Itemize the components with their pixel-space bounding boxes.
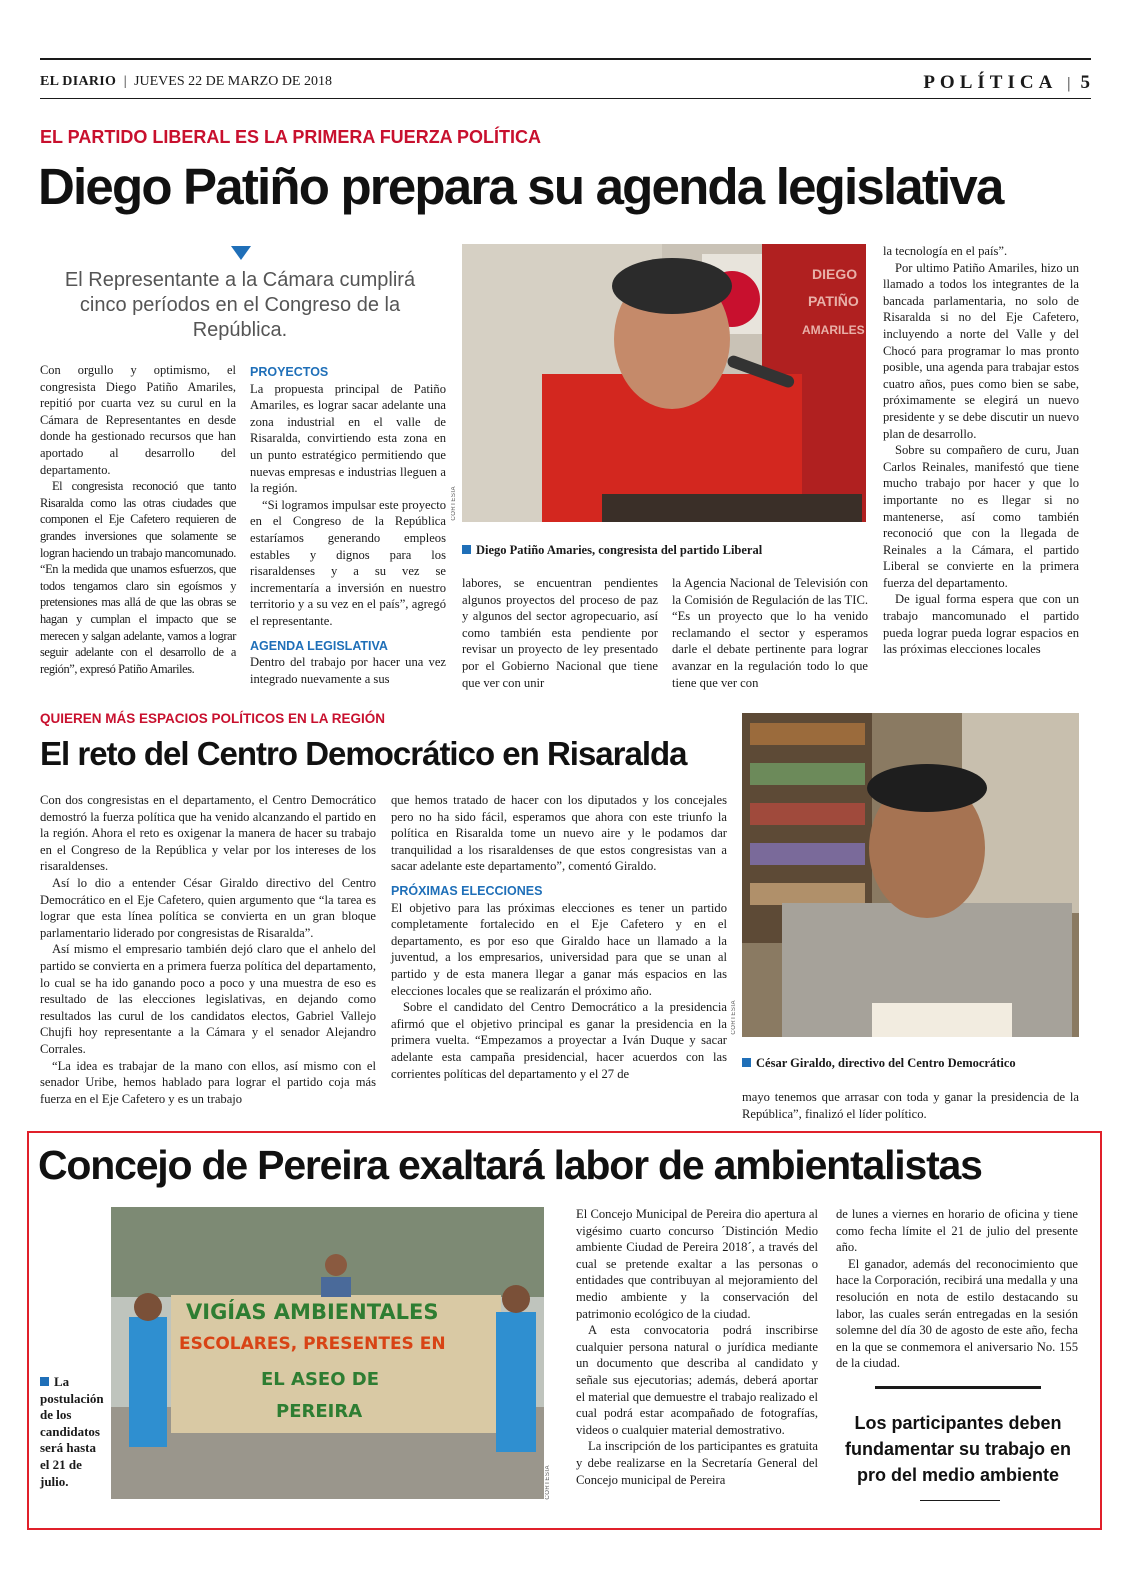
story2-col1-para3: Así mismo el empresario también dejó claro que el anhelo del partido se convierta en a primera fuerza política del departamento, lo cual se ha ido ganando poco a poco y una muestra de eso es resultado de las elecciones legislativas, en dejando como resultados las curul de los candidatos electos, Gabriel Vallejo Chujfi hoy representante a la Cámara y el senador Alejandro Corrales. <box>40 942 376 1056</box>
top-rule <box>40 58 1091 60</box>
story3-photo-credit: CORTESIA <box>545 1465 551 1500</box>
story1-col5-para1: la tecnología en el país”. <box>883 244 1008 258</box>
banner-line-1: VIGÍAS AMBIENTALES <box>186 1300 439 1324</box>
story3-photo <box>111 1207 544 1499</box>
story2-col2-lead: que hemos tratado de hacer con los diputados y los concejales pero no ha sido fácil, esperamos que ahora con este triunfo la política en Risaralda tome un nuevo aire y le podamos dar tranquilidad a los risaraldenses de que estos congresistas van a sacar adelante este departamento”, comentó Giraldo. <box>391 793 727 874</box>
story1-column-4 <box>672 575 868 691</box>
story2-kicker: QUIEREN MÁS ESPACIOS POLÍTICOS EN LA REGIÓN <box>40 711 386 726</box>
story2-col1-para4: “La idea es trabajar de la mano con ellos, así mismo con el senador Uribe, hemos hablado para lograr el partido coja más fuerza en el Eje Cafetero y es un trabajo <box>40 1058 376 1106</box>
story1-column-5 <box>883 243 1079 658</box>
story3-col1-para2: A esta convocatoria podrá inscribirse cualquier persona natural o jurídica mediante un documento que describa al candidato y señale sus ejecutorias; además, deberá aportar el material que demuestre el trabajo realizado el cual podrá estar acompañado de fotografías, videos o cualquier material demostrativo. <box>576 1323 818 1437</box>
story3-pullquote: Los participantes deben fundamentar su trabajo en pro del medio ambiente <box>844 1413 1072 1485</box>
story2-column-3 <box>742 1089 1079 1122</box>
story2-photo-credit: CORTESIA <box>731 1000 737 1035</box>
subhead-proyectos: PROYECTOS <box>250 365 329 379</box>
masthead-right-separator: | <box>1067 75 1071 92</box>
caption-square-icon-3 <box>40 1377 49 1386</box>
story1-column-1 <box>40 362 236 677</box>
deck-arrow-icon <box>231 246 251 260</box>
story1-photo-credit: CORTESIA <box>451 486 457 521</box>
story1-col5-para2: Por ultimo Patiño Amariles, hizo un llamado a todos los integrantes de la bancada parlamentaria, no solo de Risaralda si no del Eje Cafetero, incluyendo a norte del Valle y del Chocó para programar lo mas pronto posible, una agenda para trabajar estos cuatro años, pues como bien se sabe, próximamente se elegirá un nuevo presidente y se debe discutir un nuevo plan de desarrollo. <box>883 260 1079 441</box>
caption-square-icon <box>462 545 471 554</box>
story1-col3-text: labores, se encuentran pendientes algunos proyectos del proceso de paz y algunos del sector agropecuario, así como también esta pendiente por revisar un proyecto de ley presentado por el Gobierno Nacional que tiene que ver con unir <box>462 576 658 690</box>
story3-col1-para1: El Concejo Municipal de Pereira dio apertura al vigésimo cuarto concurso ´Distinción Medio ambiente Ciudad de Pereira 2018´, a través del cual se pretende exaltar a las personas o entidades que contribuyan al mejoramiento del medio ambiente y la conservación del patrimonio ecológico de la ciudad. <box>576 1207 818 1321</box>
story3-headline: Concejo de Pereira exaltará labor de ambientalistas <box>38 1142 982 1188</box>
story2-caption <box>742 1056 1016 1071</box>
story2-col1-para2: Así lo dio a entender César Giraldo directivo del Centro Democrático en el Eje Cafetero, quien argumento que “la tarea es lograr que esta línea política se convierta en un gran bloque parlamentario liderado por congresistas de Risaralda”. <box>40 875 376 940</box>
page-number: 5 <box>1080 72 1090 93</box>
story1-col4-text: la Agencia Nacional de Televisión con la Comisión de Regulación de las TIC. “Es un proyecto que lo ha venido reclamando el sector y esperamos darle el debate pertinente para lograr avanzar en la regulación todo lo que tiene que ver con <box>672 576 868 690</box>
story3-side-caption-text: La postulación de los candidatos será hasta el 21 de julio. <box>40 1374 104 1489</box>
story2-col1-para1: Con dos congresistas en el departamento, el Centro Democrático demostró la fuerza política que ha venido alcanzando el partido en la región. Ahora el reto es oxigenar la manera de hacer su trabajo en el Congreso de la República y velar por los intereses de los risaraldenses. <box>40 793 376 874</box>
story2-col3-text: mayo tenemos que arrasar con toda y ganar la presidencia de la República”, finalizó el líder político. <box>742 1090 1079 1121</box>
pullquote-bottom-rule <box>920 1500 1000 1501</box>
story1-deck: El Representante a la Cámara cumplirá cinco períodos en el Congreso de la República. <box>64 269 416 341</box>
story2-caption-text: César Giraldo, directivo del Centro Democrático <box>756 1056 1016 1070</box>
subhead-agenda-legislativa: AGENDA LEGISLATIVA <box>250 638 388 653</box>
story2-headline: El reto del Centro Democrático en Risaralda <box>40 735 687 772</box>
story1-caption <box>462 543 762 558</box>
story1-col5-para4: De igual forma espera que con un trabajo mancomunado el partido pueda lograr pueda lograr espacios en las próximas elecciones locales <box>883 592 1079 657</box>
issue-date: JUEVES 22 DE MARZO DE 2018 <box>134 74 332 89</box>
subhead-proximas-elecciones: PRÓXIMAS ELECCIONES <box>391 883 543 898</box>
section-name: POLÍTICA <box>923 72 1058 93</box>
story2-column-1 <box>40 792 376 1107</box>
story1-col1-para1: Con orgullo y optimismo, el congresista Diego Patiño Amariles, repitió por cuarta vez su curul en la Cámara de Representantes en desde donde ha gestionado recursos que han aportado al desarrollo del departamento. <box>40 363 236 477</box>
story3-column-2 <box>836 1206 1078 1372</box>
caption-square-icon-2 <box>742 1058 751 1067</box>
story3-col2-para1: de lunes a viernes en horario de oficina y tiene como fecha límite el 21 de julio del presente año. <box>836 1207 1078 1255</box>
story1-col5-para3: Sobre su compañero de curu, Juan Carlos Reinales, manifestó que tiene mucho trabajo por hacer y que lo importante no es llegar si no mantenerse, así como también reconoció que con la llegada de Reinales a la Cámara, el partido Liberal se convierte en la primera fuerza del departamento. <box>883 443 1079 590</box>
story1-column-2 <box>250 360 446 687</box>
masthead-separator: | <box>123 74 127 89</box>
banner-line-4: PEREIRA <box>276 1401 363 1422</box>
pullquote-top-rule <box>875 1386 1041 1389</box>
story1-photo <box>462 244 866 522</box>
story2-column-2 <box>391 792 727 1082</box>
masthead-bottom-rule <box>40 98 1091 99</box>
story2-photo <box>742 713 1079 1037</box>
story3-col1-para3: La inscripción de los participantes es gratuita y debe realizarse en la Secretaría General del Concejo municipal de Pereira <box>576 1439 818 1487</box>
photo-sign-line-3: AMARILES <box>802 323 865 337</box>
story1-col2-tail: Dentro del trabajo por hacer una vez integrado nuevamente a sus <box>250 655 446 686</box>
story1-col1-para2: El congresista reconoció que tanto Risaralda como las otras ciudades que componen el Eje Cafetero requieren de grandes inversiones que solamente se logran haciendo un trabajo mancomunado. “En la medida que unamos esfuerzos, que todos tengamos claro sin egoísmos y pretensiones mas allá de que las obras se hagan y cumplan el impacto que se merecen y salgan adelante, vamos a lograr seguir adelante con el desarrollo de a región”, expresó Patiño Amariles. <box>40 479 237 676</box>
photo-sign-line-1: DIEGO <box>812 266 858 282</box>
story2-col2-para1: El objetivo para las próximas elecciones es tener un partido completamente fortalecido en el Eje Cafetero y en el departamento, es por eso que Giraldo hace un llamado a la juventud, a los empresarios, universidad para que se unan al partido y de esta manera llegar a ganar más espacios en las elecciones locales que se realizarán el próximo año. <box>391 900 727 998</box>
story3-column-1 <box>576 1206 818 1488</box>
story1-col2-para1: La propuesta principal de Patiño Amariles, es lograr sacar adelante una zona industrial en el valle de Risaralda, convirtiendo esta zona en un punto estratégico permitiendo que nuevas empresas e industrias lleguen a la región. <box>250 381 446 496</box>
story1-column-3 <box>462 575 658 691</box>
photo-sign-line-2: PATIÑO <box>808 293 859 309</box>
story1-kicker: EL PARTIDO LIBERAL ES LA PRIMERA FUERZA POLÍTICA <box>40 127 542 147</box>
story3-col2-para2: El ganador, además del reconocimiento que hace la Corporación, recibirá una medalla y una resolución en nota de estilo destacando su labor, las cuales serán entregadas en la sesión solemne del día 30 de agosto de este año, fecha en la que se conmemora el aniversario No. 155 de la ciudad. <box>836 1256 1078 1371</box>
story1-col2-para2: “Si logramos impulsar este proyecto en el Congreso de la República estaríamos generando empleos estables y dignos para los risaraldenses y a su vez se incrementaría a inversión en nuestro territorio y a su vez en el país”, agregó el representante. <box>250 497 446 628</box>
banner-line-2: ESCOLARES, PRESENTES EN <box>179 1334 446 1354</box>
masthead-left <box>40 74 332 90</box>
paper-name: EL DIARIO <box>40 74 117 89</box>
masthead-right <box>900 72 1090 94</box>
story1-headline: Diego Patiño prepara su agenda legislativa <box>38 158 1003 215</box>
story3-side-caption <box>40 1374 106 1490</box>
banner-line-3: EL ASEO DE <box>261 1369 380 1390</box>
story1-caption-text: Diego Patiño Amaries, congresista del partido Liberal <box>476 543 763 557</box>
story2-col2-para2: Sobre el candidato del Centro Democrático a la presidencia afirmó que el objetivo principal es ganar la presidencia en la primera vuelta. “Empezamos a proyectar a Iván Duque y sacar adelante esta campaña presidencial, hacer acuerdos con las corrientes políticas del departamento y el 27 de <box>391 1000 727 1081</box>
